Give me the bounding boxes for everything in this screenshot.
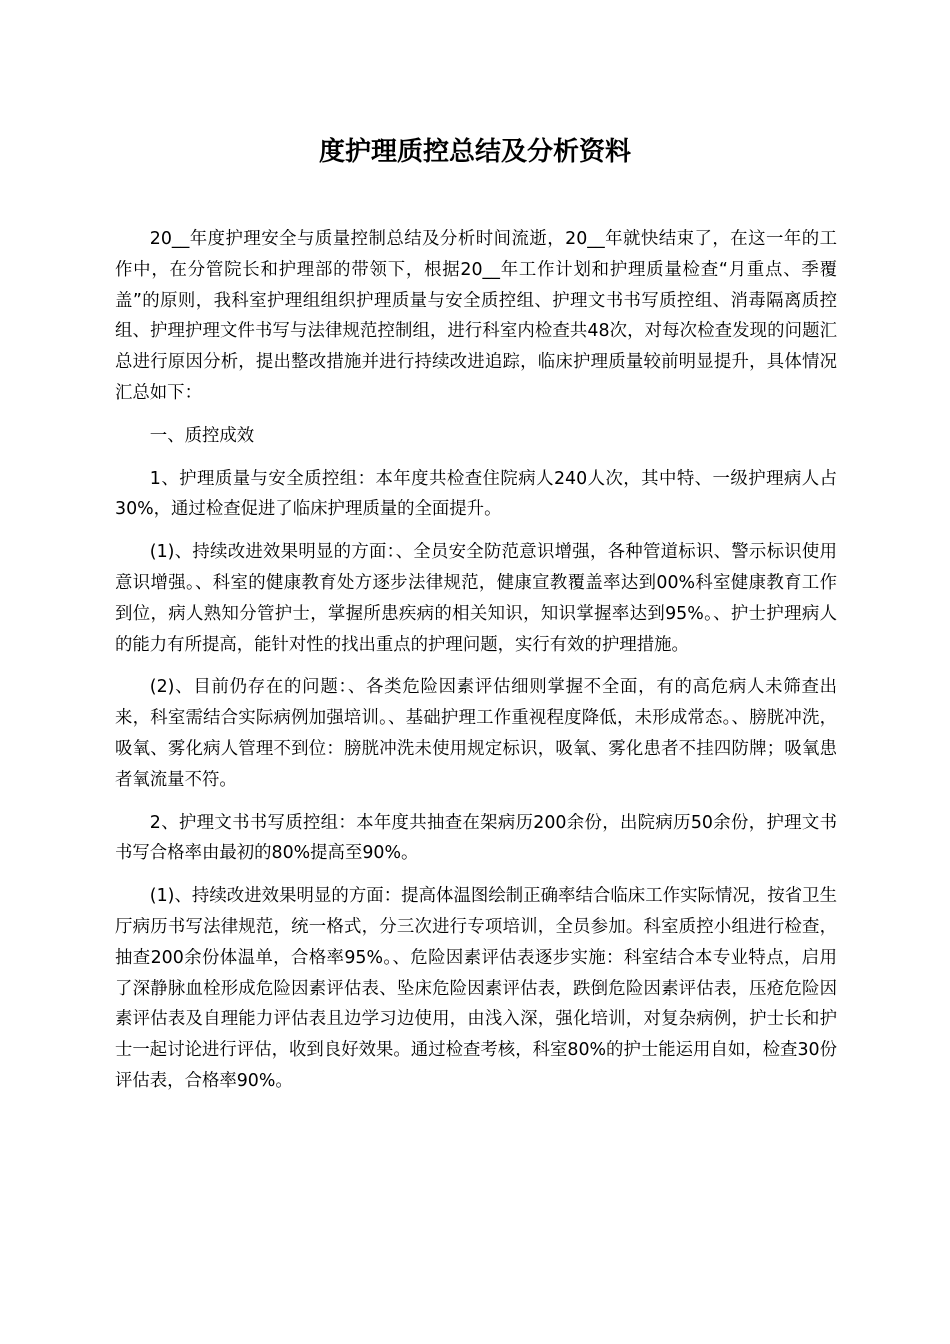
paragraph-documentation-group: 2、护理文书书写质控组：本年度共抽查在架病历200余份，出院病历50余份，护理文书书写合格率由最初的80%提高至90%。 [115, 812, 837, 864]
paragraph-existing-problems: (2)、目前仍存在的问题：、各类危险因素评估细则掌握不全面，有的高危病人未筛查出来，科室需结合实际病例加强培训。、基础护理工作重视程度降低，未形成常态。、膀胱冲洗，吸氧、雾化病人管理不到位：膀胱冲洗未使用规定标识，吸氧、雾化患者不挂四防牌；吸氧患者氧流量不符。 [115, 677, 837, 790]
paragraph-documentation-improvements: (1)、持续改进效果明显的方面：提高体温图绘制正确率结合临床工作实际情况，按省卫生厅病历书写法律规范，统一格式，分三次进行专项培训，全员参加。科室质控小组进行检查，抽查200余份体温单，合格率95%。、危险因素评估表逐步实施：科室结合本专业特点，启用了深静脉血栓形成危险因素评估表、坠床危险因素评估表，跌倒危险因素评估表，压疮危险因素评估表及自理能力评估表且边学习边使用，由浅入深，强化培训，对复杂病例，护士长和护士一起讨论进行评估，收到良好效果。通过检查考核，科室80%的护士能运用自如，检查30份评估表，合格率90%。 [115, 886, 837, 1091]
paragraph-improvement-effects: (1)、持续改进效果明显的方面：、全员安全防范意识增强，各种管道标识、警示标识使用意识增强。、科室的健康教育处方逐步法律规范，健康宣教覆盖率达到00%科室健康教育工作到位，病人熟知分管护士，掌握所患疾病的相关知识，知识掌握率达到95%。、护士护理病人的能力有所提高，能针对性的找出重点的护理问题，实行有效的护理措施。 [115, 542, 837, 655]
document-body [115, 224, 837, 1097]
section-heading-quality-results: 一、质控成效 [149, 425, 255, 446]
paragraph-intro: 20__年度护理安全与质量控制总结及分析时间流逝，20__年就快结束了，在这一年的工作中，在分管院长和护理部的带领下，根据20__年工作计划和护理质量检查“月重点、季覆盖”的原则，我科室护理组组织护理质量与安全质控组、护理文书书写质控组、消毒隔离质控组、护理护理文件书写与法律规范控制组，进行科室内检查共48次，对每次检查发现的问题汇总进行原因分析，提出整改措施并进行持续改进追踪，临床护理质量较前明显提升，具体情况汇总如下： [115, 229, 837, 403]
document-title: 度护理质控总结及分析资料 [318, 137, 631, 167]
paragraph-quality-safety-group: 1、护理质量与安全质控组：本年度共检查住院病人240人次，其中特、一级护理病人占30%，通过检查促进了临床护理质量的全面提升。 [115, 468, 837, 520]
